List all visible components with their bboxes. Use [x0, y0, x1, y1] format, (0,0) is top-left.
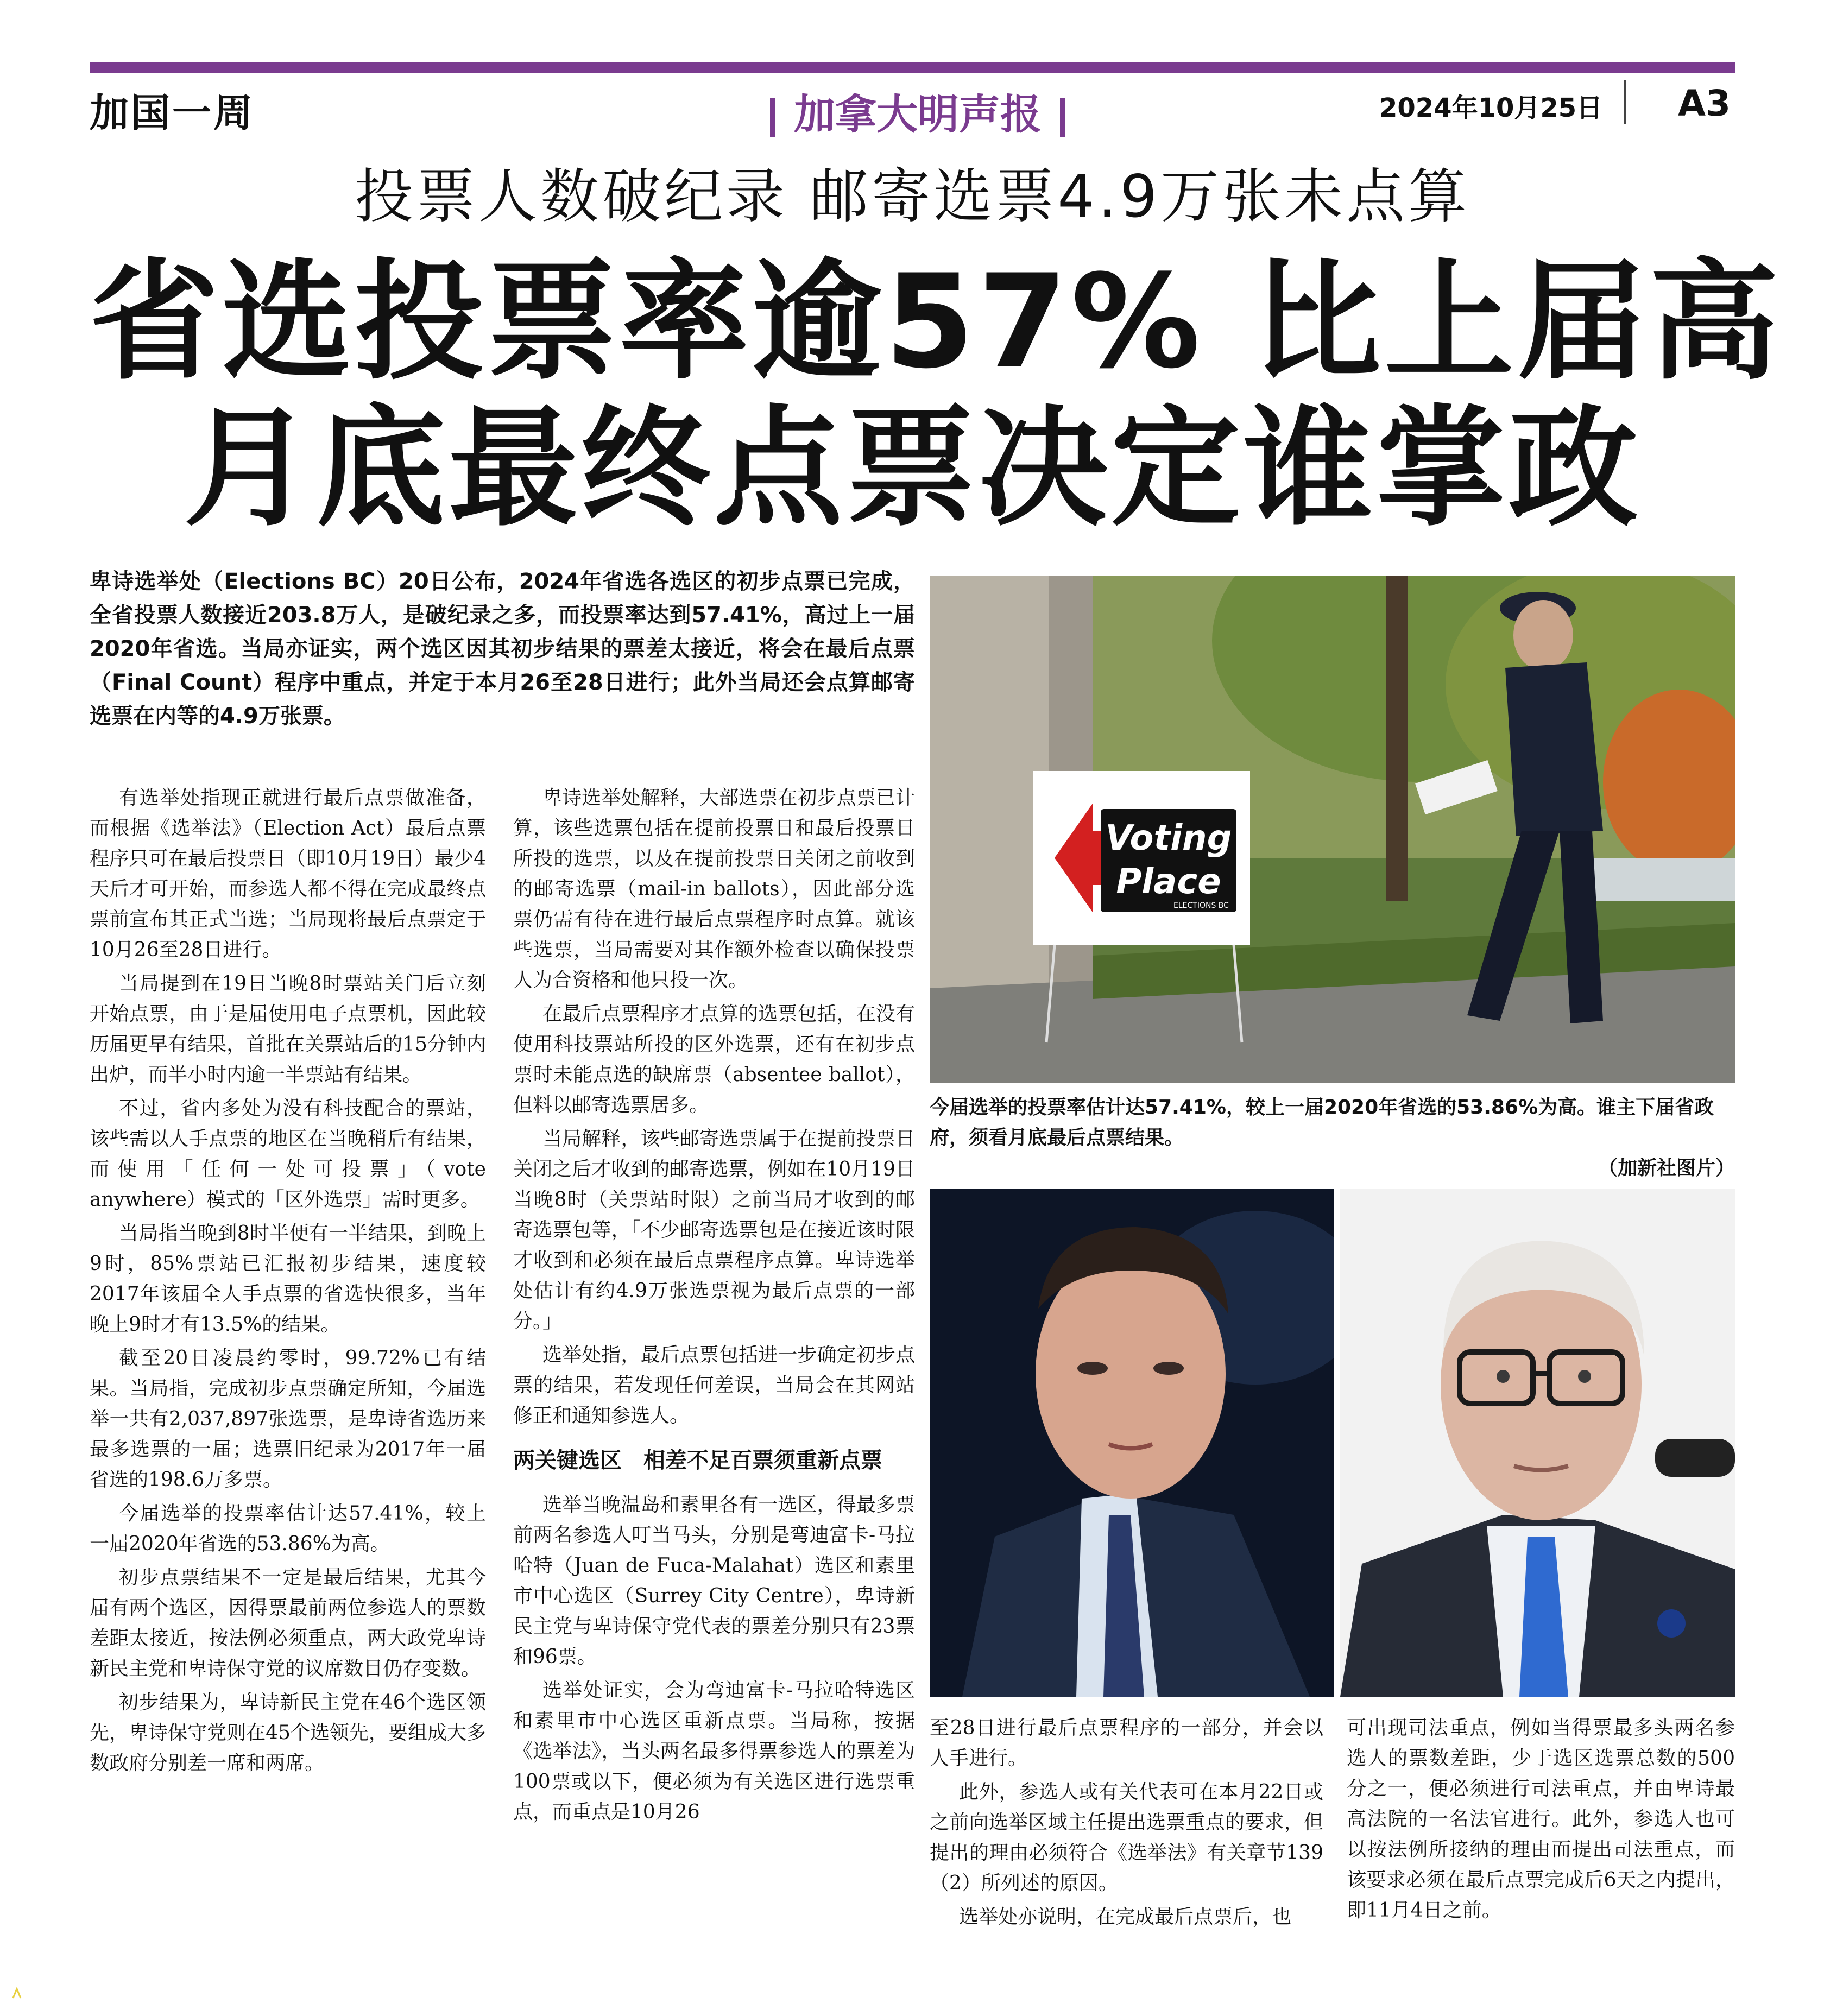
paragraph: 今届选举的投票率估计达57.41%，较上一届2020年省选的53.86%为高。: [90, 1502, 486, 1555]
sign-brand: ELECTIONS BC: [1173, 901, 1229, 910]
photo-credit: （加新社图片）: [1598, 1157, 1735, 1179]
candidate-portrait-left: [930, 1189, 1334, 1697]
paragraph: 有选举处指现正就进行最后点票做准备，而根据《选举法》（Election Act）最后点票程序只可在最后投票日（即10月19日）最少4天后才可开始，而参选人都不得在完成最终点票前宣布其正式当选；当局现将最后点票定于10月26至28日进行。: [90, 787, 486, 961]
subheadline: 投票人数破纪录 邮寄选票4.9万张未点算: [354, 163, 1470, 231]
brand-prefix: 加拿大: [794, 90, 918, 138]
masthead-bar: [90, 62, 1735, 73]
section-title: 加国一周: [90, 90, 255, 136]
paragraph: 初步结果为，卑诗新民主党在46个选区领先，卑诗保守党则在45个选领先，要组成大多数政府分别差一席和两席。: [90, 1691, 486, 1774]
paragraph: 可出现司法重点，例如当得票最多头两名参选人的票数差距，少于选区选票总数的500分之一，便必须进行司法重点，并由卑诗最高法院的一名法官进行。此外，参选人也可以按法例所接纳的理由而提出司法重点，而该要求必须在最后点票完成后6天之内提出，即11月4日之前。: [1347, 1717, 1735, 1922]
voting-place-photo: [930, 576, 1735, 1083]
text-column-4: [1347, 1713, 1735, 1929]
paragraph: 当局提到在19日当晚8时票站关门后立刻开始点票，由于是届使用电子点票机，因此较历届更早有结果，首批在关票站后的15分钟内出炉，而半小时内逾一半票站有结果。: [90, 972, 486, 1086]
brand-divider: [770, 98, 775, 137]
date-divider: [1624, 80, 1626, 124]
paragraph: 选举处证实，会为弯迪富卡-马拉哈特选区和素里市中心选区重新点票。当局称，按据《选举法》，当头两名最多得票参选人的票差为100票或以下，便必须为有关选区进行选票重点，而重点是10月26: [513, 1679, 915, 1823]
photo-caption: [930, 1092, 1735, 1184]
paragraph: 此外，参选人或有关代表可在本月22日或之前向选举区域主任提出选票重点的要求，但提出的理由必须符合《选举法》有关章节139（2）所列述的原因。: [930, 1781, 1323, 1894]
text-column-2: [513, 783, 915, 1831]
paragraph: 截至20日凌晨约零时，99.72%已有结果。当局指，完成初步点票确定所知，今届选举一共有2,037,897张选票，是卑诗省选历来最多选票的一届；选票旧纪录为2017年一届省选的198.6万多票。: [90, 1347, 486, 1491]
paragraph: 卑诗选举处解释，大部选票在初步点票已计算，该些选票包括在提前投票日和最后投票日所投的选票，以及在提前投票日关闭之前收到的邮寄选票（mail-in ballots），因此部分选票仍需有待在进行最后点票程序时点算。就该些选票，当局需要对其作额外检查以确保投票人为合资格和他只投一次。: [513, 787, 915, 991]
headline-line-1: 省选投票率逾57% 比上届高: [90, 247, 1782, 397]
issue-date: 2024年10月25日: [1379, 93, 1603, 123]
paragraph: 至28日进行最后点票程序的一部分，并会以人手进行。: [930, 1717, 1323, 1769]
caption-text: 今届选举的投票率估计达57.41%，较上一届2020年省选的53.86%为高。谁主下届省政府，须看月底最后点票结果。: [930, 1096, 1714, 1149]
corner-mark: [11, 1987, 23, 1999]
page-number: A3: [1678, 83, 1731, 124]
headline-line-2: 月底最终点票决定谁掌政: [184, 394, 1641, 544]
paragraph: 选举当晚温岛和素里各有一选区，得最多票前两名参选人叮当马头，分别是弯迪富卡-马拉哈特（Juan de Fuca-Malahat）选区和素里市中心选区（Surrey City Centre），卑诗新民主党与卑诗保守党代表的票差分别只有23票和96票。: [513, 1494, 915, 1668]
portrait-right-illustration: [1340, 1189, 1735, 1697]
paragraph: 当局指当晚到8时半便有一半结果，到晚上9时，85%票站已汇报初步结果，速度较2017年该届全人手点票的省选快很多，当年晚上9时才有13.5%的结果。: [90, 1222, 486, 1336]
paragraph: 初步点票结果不一定是最后结果，尤其今届有两个选区，因得票最前两位参选人的票数差距太接近，按法例必须重点，两大政党卑诗新民主党和卑诗保守党的议席数目仍存变数。: [90, 1566, 486, 1680]
newspaper-brand: [744, 81, 1091, 141]
portrait-left-illustration: [930, 1189, 1334, 1697]
voting-place-illustration: [930, 576, 1735, 1083]
brand-name: 明声报: [918, 90, 1042, 138]
sign-text-voting: Voting: [1105, 818, 1232, 858]
section-subheading: 两关键选区 相差不足百票须重新点票: [513, 1448, 882, 1473]
lede-paragraph: 卑诗选举处（Elections BC）20日公布，2024年省选各选区的初步点票已完成，全省投票人数接近203.8万人，是破纪录之多，而投票率达到57.41%，高过上一届2020年省选。当局亦证实，两个选区因其初步结果的票差太接近，将会在最后点票（Final Count）程序中重点，并定于本月26至28日进行；此外当局还会点算邮寄选票在内等的4.9万张票。: [90, 569, 915, 729]
candidate-portrait-right: [1340, 1189, 1735, 1697]
paragraph: 当局解释，该些邮寄选票属于在提前投票日关闭之后才收到的邮寄选票，例如在10月19日当晚8时（关票站时限）之前当局才收到的邮寄选票包等，「不少邮寄选票包是在接近该时限才收到和必须在最后点票程序点算。卑诗选举处估计有约4.9万张选票视为最后点票的一部分。」: [513, 1128, 915, 1332]
sign-text-place: Place: [1116, 862, 1221, 902]
paragraph: 选举处指，最后点票包括进一步确定初步点票的结果，若发现任何差误，当局会在其网站修正和通知参选人。: [513, 1344, 915, 1427]
text-column-1: [90, 783, 486, 1782]
paragraph: 在最后点票程序才点算的选票包括，在没有使用科技票站所投的区外选票，还有在初步点票时未能点选的缺席票（absentee ballot），但料以邮寄选票居多。: [513, 1003, 915, 1116]
paragraph: 不过，省内多处为没有科技配合的票站，该些需以人手点票的地区在当晚稍后有结果，而使用「任何一处可投票」（vote anywhere）模式的「区外选票」需时更多。: [90, 1097, 486, 1211]
text-column-3: [930, 1713, 1323, 1936]
brand-divider: [1060, 98, 1065, 137]
paragraph: 选举处亦说明，在完成最后点票后，也: [959, 1906, 1292, 1928]
